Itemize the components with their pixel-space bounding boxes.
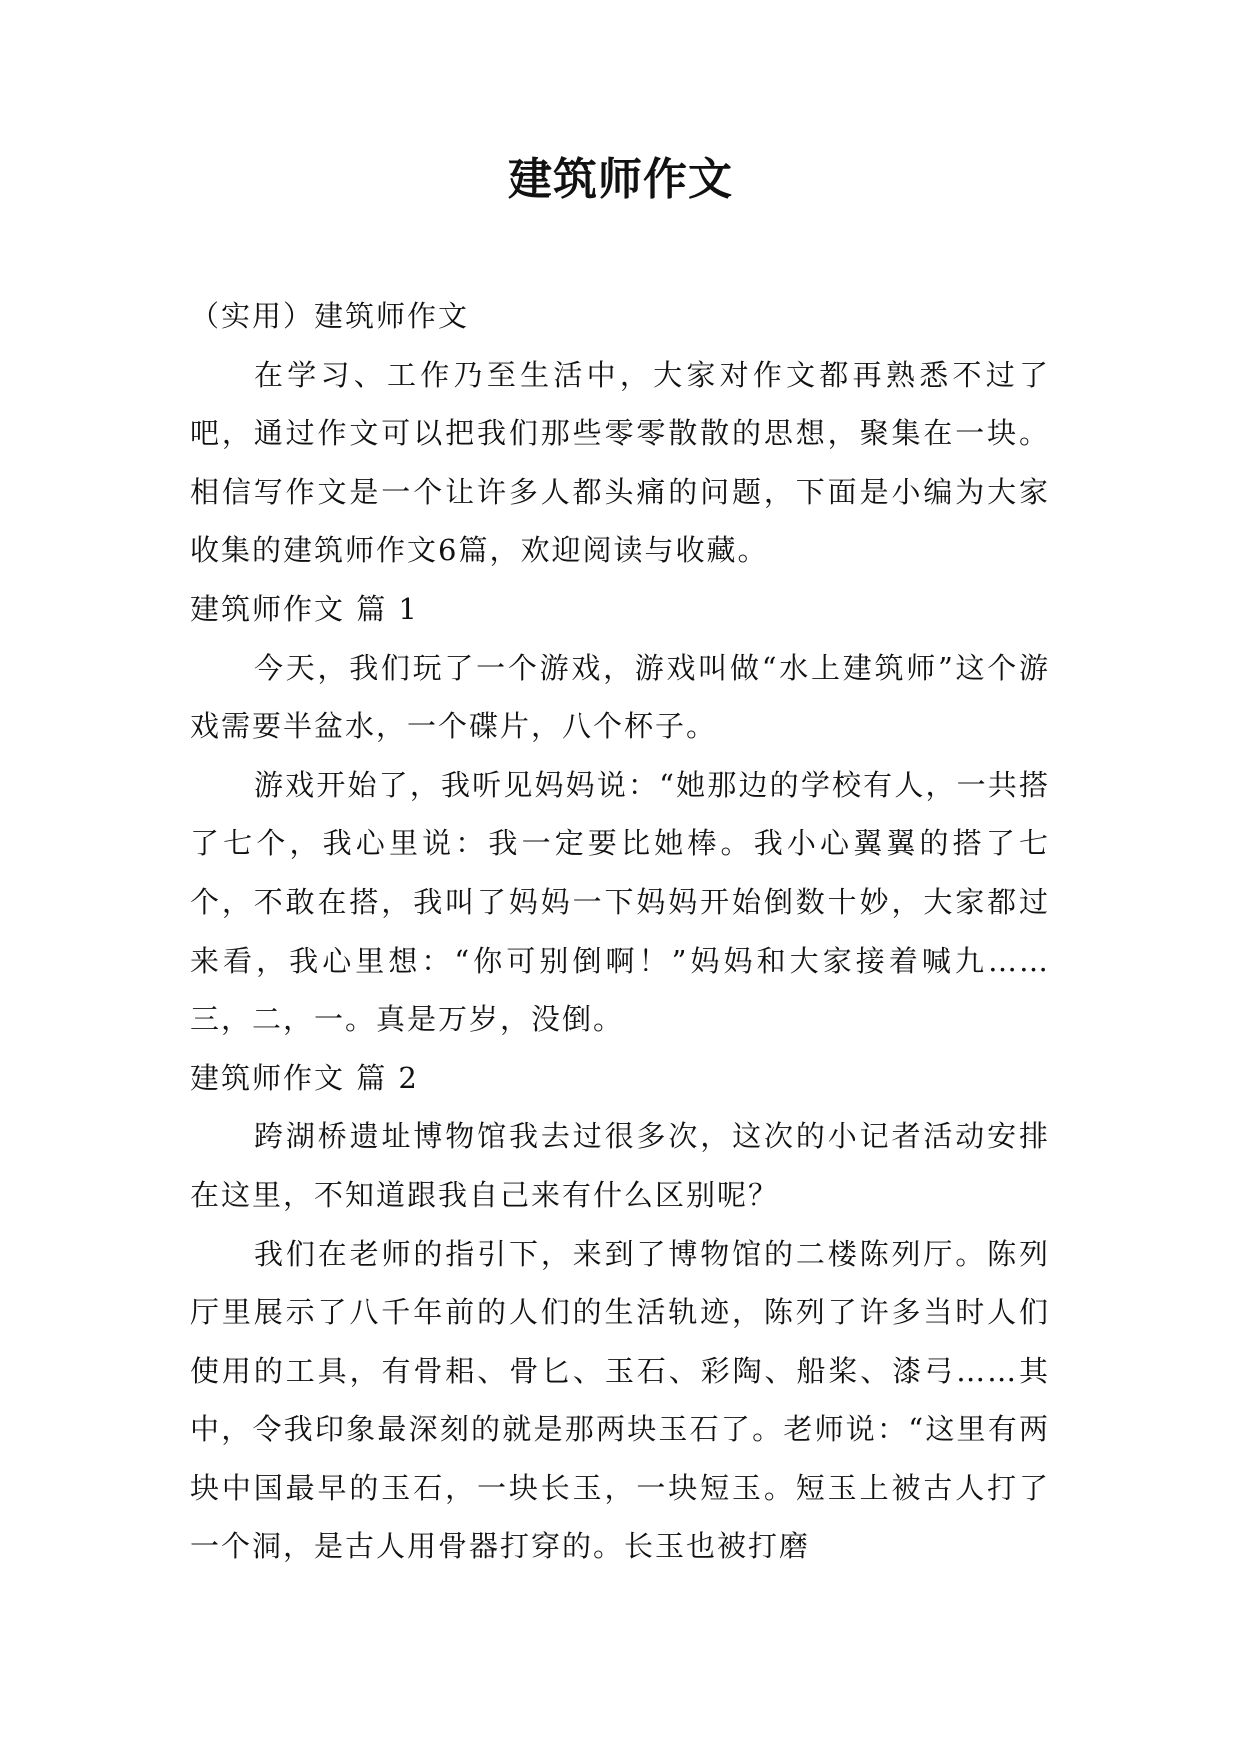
document-subtitle: （实用）建筑师作文 [190, 299, 470, 333]
section-heading-2: 建筑师作文 篇 2 [190, 1060, 419, 1095]
document-body [190, 287, 1050, 1576]
section-2-paragraph-2: 我们在老师的指引下，来到了博物馆的二楼陈列厅。陈列厅里展示了八千年前的人们的生活轨迹，陈列了许多当时人们使用的工具，有骨耜、骨匕、玉石、彩陶、船桨、漆弓……其中，令我印象最深刻的就是那两块玉石了。老师说：“这里有两块中国最早的玉石，一块长玉，一块短玉。短玉上被古人打了一个洞，是古人用骨器打穿的。长玉也被打磨 [190, 1236, 1050, 1564]
intro-paragraph: 在学习、工作乃至生活中，大家对作文都再熟悉不过了吧，通过作文可以把我们那些零零散散的思想，聚集在一块。相信写作文是一个让许多人都头痛的问题，下面是小编为大家收集的建筑师作文6篇，欢迎阅读与收藏。 [190, 357, 1050, 568]
section-1-paragraph-2: 游戏开始了，我听见妈妈说：“她那边的学校有人，一共搭了七个，我心里说：我一定要比她棒。我小心翼翼的搭了七个，不敢在搭，我叫了妈妈一下妈妈开始倒数十妙，大家都过来看，我心里想：“你可别倒啊！”妈妈和大家接着喊九……三，二，一。真是万岁，没倒。 [190, 767, 1050, 1037]
section-heading-1: 建筑师作文 篇 1 [190, 591, 419, 626]
section-1-paragraph-1: 今天，我们玩了一个游戏，游戏叫做“水上建筑师”这个游戏需要半盆水，一个碟片，八个杯子。 [190, 650, 1050, 744]
section-2-paragraph-1: 跨湖桥遗址博物馆我去过很多次，这次的小记者活动安排在这里，不知道跟我自己来有什么区别呢？ [190, 1119, 1050, 1212]
document-title: 建筑师作文 [508, 154, 733, 205]
